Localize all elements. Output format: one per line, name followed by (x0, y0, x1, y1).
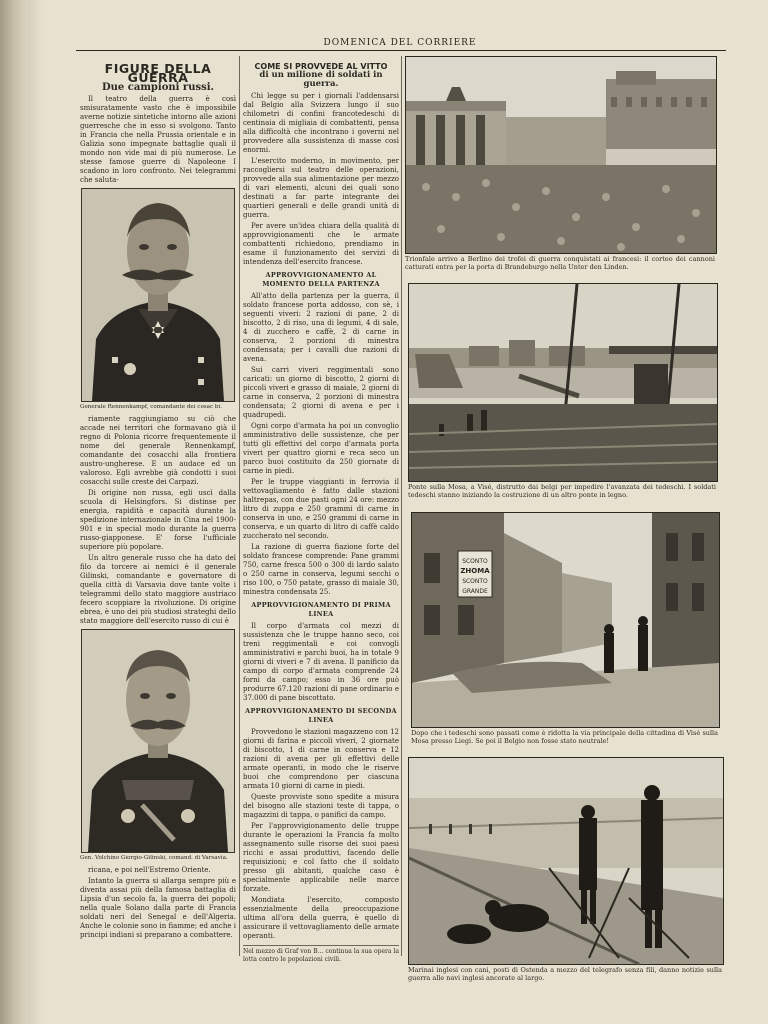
article-supply-column (243, 58, 399, 963)
article-paragraph: riamente raggiungiamo su ciò che accade nei territori che formavano già il regno di Polonia ricorre frequentemente il nome del generale Rennenkampf, comandante dei cosacchi alla frontiera austro-ungherese. E un audace ed un valoroso. Egli avrebbe già condotti i suoi cosacchi sulle creste dei Carpazi. (80, 415, 236, 486)
article-paragraph: L'esercito moderno, in movimento, per raccogliersi sul teatro delle operazioni, provvede alla sua alimentazione per mezzo di vari elementi, alcuni dei quali sono destinati a far parte integrante dei quartieri generali e delle grandi unità di guerra. (243, 157, 399, 219)
article-paragraph: All'atto della partenza per la guerra, il soldato francese porta addosso, con sè, i seguenti viveri: 2 razioni di pane, 2 di biscotto, 2 di riso, una di legumi, 4 di sale, 4 di zucchero e caffè, 2 di carne in conserva, 2 porzioni di minestra condensata; per i cavalli due razioni di avena. (243, 292, 399, 363)
footnote: Nel mezzo di Graf von B... continua la sua opera la lotta contro le popolazioni civili. (243, 945, 399, 964)
article-subtitle: di un milione di soldati in guerra. (259, 70, 383, 89)
article-figure-column (80, 58, 236, 958)
article-paragraph: Queste provviste sono spedite a misura del bisogno alle stazioni teste di tappa, o magazzini di tappa, o panifici da campo. (243, 793, 399, 819)
article-paragraph: Sui carri viveri reggimentali sono caricati: un giorno di biscotto, 2 giorni di piccoli viveri e grasso di maiale, 2 giorni di carne in conserva, 2 porzioni di minestra condensata; 2 giorni di avena e per i quadrupedi. (243, 366, 399, 419)
running-title: DOMENICA DEL CORRIERE (323, 38, 477, 48)
article-paragraph: Il corpo d'armata col mezzi di sussistenza che le truppe hanno seco, coi treni reggimentali e coi convogli amministrativi e parchi buoi, ha in totale 9 giorni di viveri e 7 di avena. Il panificio da campo di corpo d'armata comprende 24 forni da campo; esso in 36 ore può produrre 67.120 razioni di pane ordinario e 37.000 di pane biscottato. (243, 622, 399, 702)
shop-sign-text: ZHOMA (460, 567, 490, 575)
column-divider (401, 56, 402, 956)
section-heading: APPROVVIGIONAMENTO DI PRIMA LINEA (251, 601, 391, 618)
article-paragraph: Mondiata l'esercito, composto essenzialmente della preoccupazione ultima all'ora della guerra, è quello di assicurare il vettovagliamento delle armate operanti. (243, 896, 399, 940)
photo-caption: Ponte sulla Mosa, a Visé, distrutto dai belgi per impedire l'avanzata dei tedeschi. I soldati tedeschi stanno iniziando la costruzione di un altro ponte in legno. (408, 483, 716, 499)
article-paragraph: Provvedono le stazioni magazzeno con 12 giorni di farina e piccoli viveri, 2 giornate di biscotto, 1 di carne in conserva e 12 razioni di avena per gli effettivi delle armate operanti, in modo che le riserve buoi che comprendono per ciascuna armata 10 giorni di carne in piedi. (243, 728, 399, 790)
column-divider (239, 56, 240, 956)
article-paragraph: Un altro generale russo che ha dato del filo da torcere ai nemici è il generale Gilinski, comandante e governatore di quella città di Varsavia dove tante volte i telegrammi dello stato maggiore austriaco fecero scoppiare la rivoluzione. Di origine ebrea, è uno dei più studiosi strateghi dello stato maggiore dell'esercito russo di cui è (80, 554, 236, 625)
article-title: FIGURE DELLA GUERRA (104, 61, 212, 85)
portrait-caption: Generale Rennenkampf, comandante dei cosac bi. (80, 404, 223, 410)
portrait-gilinski (81, 629, 235, 853)
article-paragraph: Di origine non russa, egli uscì dalla scuola di Helsingfors. Si distinse per energia, rapidità e capacità durante la spedizione internazionale in Cina nel 1900-901 e in special modo durante la guerra russo-giapponese. E' forse l'ufficiale superiore più popolare. (80, 489, 236, 551)
photo-caption: Trionfale arrivo a Berlino dei trofei di guerra conquistati ai francesi: il corteo dei cannoni catturati entra per la porta di Brandeburgo nella Unter den Linden. (405, 255, 715, 271)
shop-sign-text: SCONTO (462, 578, 488, 585)
article-paragraph: ricana, e poi nell'Estremo Oriente. (88, 866, 211, 874)
section-heading: APPROVVIGIONAMENTO DI SECONDA LINEA (245, 707, 397, 724)
portrait-caption: Gen. Volchino Giorgio-Gilinski, comand. di Varsavia. (80, 855, 228, 861)
portrait-rennenkampf (81, 188, 235, 402)
article-paragraph: La razione di guerra fiazione forte del soldato francese comprende: Pane grammi 750, carne fresca 500 o 300 di lardo salato o 250 carne in conserva, legumi secchi o riso 100, o 750 patate, grasso di maiale 30, minestra condensata 25. (243, 543, 399, 596)
article-paragraph: Ogni corpo d'armata ha poi un convoglio amministrativo delle sussistenze, che per tutti gli effettivi del corpo d'armata porta viveri per quattro giorni e reca seco un parco buoi costituito da 250 giornate di carne in piedi. (243, 422, 399, 475)
article-paragraph: Chi legge su per i giornali l'addensarsi dal Belgio alla Svizzera lungo il suo chilometri di confini francotedeschi di centinaia di migliaia di combattenti, pensa alla difficoltà che incontrano i governi nel provvedere alla sussistenza di masse così enormi. (243, 92, 399, 154)
header-rule (76, 50, 726, 51)
article-paragraph: Per avere un'idea chiara della qualità di approvvigionamenti che le armate combattenti richiedono, prendiamo in esame il funzionamento dei servizi di intendenza dell'esercito francese. (243, 222, 399, 266)
shop-sign-text: GRANDE (462, 588, 488, 595)
photo-vise-street (411, 512, 720, 728)
photo-berlin-trophies (405, 56, 717, 254)
photo-caption: Dopo che i tedeschi sono passati come è ridotta la via principale della cittadina di Visé sulla Mosa presso Liegi. Se poi il Belgio non fosse stato neutrale! (411, 729, 718, 745)
photo-caption: Marinai inglesi con cani, posti di Ostenda a mezzo del telegrafo senza fili, danno notizie sulla guerra alle navi inglesi ancorate al largo. (408, 966, 722, 982)
article-paragraph: Il teatro della guerra è così smisuratamente vasto che è impossibile averne notizie sintetiche intorno alle azioni guerresche che in esso si svolgono. Tanto in Francia che nella Prussia orientale e in Galizia sono impegnate battaglie quali il mondo non vide mai di più numerose. Le stesse famose guerre di Napoleone I scadono in loro confronto. Nei telegrammi che saluta- (80, 95, 236, 184)
shop-sign-text: SCONTO (462, 558, 488, 565)
article-paragraph: Per l'approvvigionamento delle truppe durante le operazioni la Francia fa molto assegnamento sulle risorse dei suoi paesi ricchi e assai produttivi, facendo delle requisizioni; e col fatto che il soldato presso gli abitanti, qualche caso è specialmente applicabile nelle marce forzate. (243, 822, 399, 893)
article-paragraph: Intanto la guerra si allarga sempre più e diventa assai più della famosa battaglia di Lipsia d'un secolo fa, la guerra dei popoli; nella quale Solano dalla parte di Francia soldati neri del Senegal e dell'Algeria. Anche le colonie sono in fiamme; ed anche i principi indiani si preparano a combattere. (80, 877, 236, 939)
article-paragraph: Per le truppe viaggianti in ferrovia il vettovagliamento è fatto dalle stazioni haltrepas, con due pasti ogni 24 ore: mezzo litro di zuppa e 250 grammi di carne in conserva in uno, e 250 grammi di carne in conserva, e un quarto di litro di caffè caldo zuccherato nel secondo. (243, 478, 399, 540)
section-heading: APPROVVIGIONAMENTO AL MOMENTO DELLA PARTENZA (262, 271, 380, 288)
article-title: COME SI PROVVEDE AL VITTO (254, 62, 388, 71)
photo-ostend-sailors (408, 757, 724, 965)
binding-spine (0, 0, 28, 1024)
photo-bridge-vise (408, 283, 718, 482)
article-subtitle: Due campioni russi. (101, 82, 215, 93)
binding-shadow (28, 0, 42, 1024)
